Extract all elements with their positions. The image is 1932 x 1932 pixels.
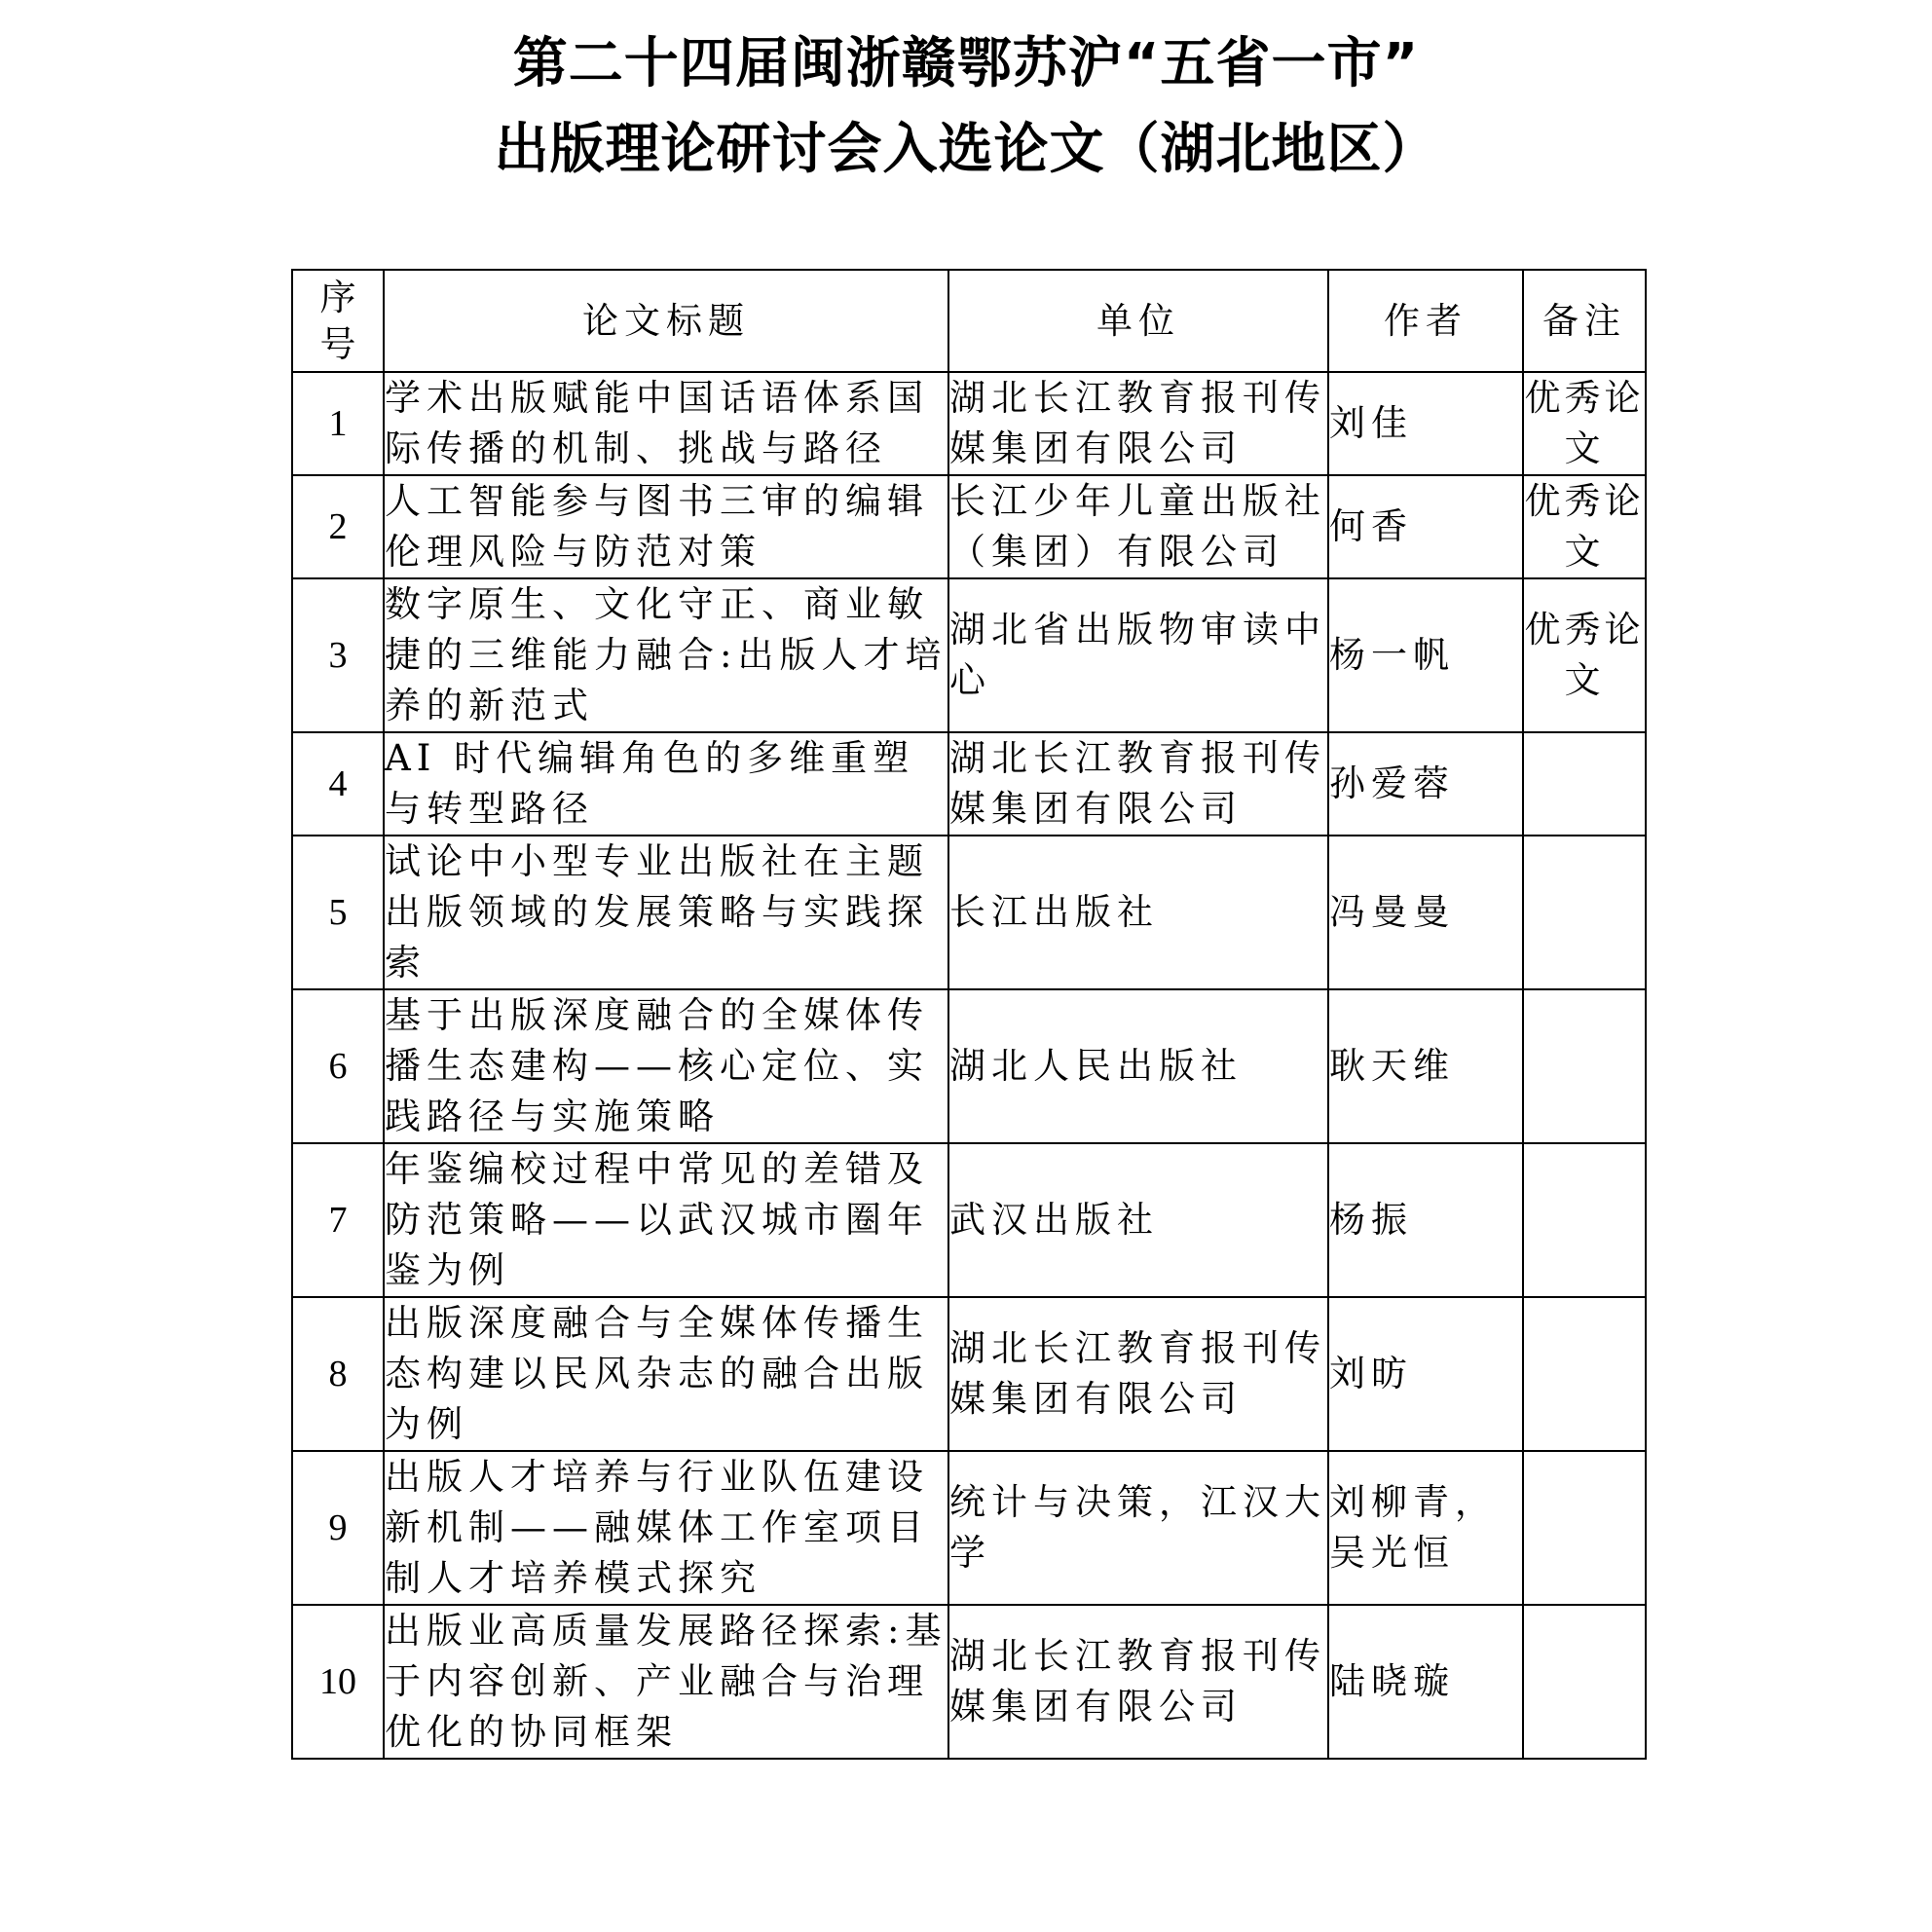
cell-unit: 湖北长江教育报刊传媒集团有限公司 [948,1605,1328,1759]
cell-author: 杨一帆 [1328,578,1523,732]
cell-author: 陆晓璇 [1328,1605,1523,1759]
cell-title: 基于出版深度融合的全媒体传播生态建构——核心定位、实践路径与实施策略 [384,989,948,1143]
title-line-1: 第二十四届闽浙赣鄂苏沪“五省一市” [512,32,1420,95]
table-row [292,836,1646,989]
table-row [292,372,1646,475]
cell-title: 出版业高质量发展路径探索:基于内容创新、产业融合与治理优化的协同框架 [384,1605,948,1759]
cell-unit: 湖北省出版物审读中心 [948,578,1328,732]
cell-unit: 湖北人民出版社 [948,989,1328,1143]
table-row [292,475,1646,578]
cell-unit: 武汉出版社 [948,1143,1328,1297]
header-unit: 单位 [948,270,1328,372]
cell-title: 数字原生、文化守正、商业敏捷的三维能力融合:出版人才培养的新范式 [384,578,948,732]
cell-seq: 1 [292,372,384,475]
cell-title: AI 时代编辑角色的多维重塑与转型路径 [384,732,948,836]
cell-unit: 湖北长江教育报刊传媒集团有限公司 [948,1297,1328,1451]
cell-note [1523,989,1646,1143]
cell-note: 优秀论文 [1523,578,1646,732]
cell-author: 何香 [1328,475,1523,578]
cell-seq: 5 [292,836,384,989]
cell-author: 刘昉 [1328,1297,1523,1451]
cell-note: 优秀论文 [1523,372,1646,475]
cell-note [1523,836,1646,989]
cell-seq: 9 [292,1451,384,1605]
document-title [0,21,1932,193]
cell-author: 杨振 [1328,1143,1523,1297]
cell-unit: 湖北长江教育报刊传媒集团有限公司 [948,372,1328,475]
cell-seq: 3 [292,578,384,732]
table-row [292,1605,1646,1759]
cell-title: 出版深度融合与全媒体传播生态构建以民风杂志的融合出版为例 [384,1297,948,1451]
cell-seq: 2 [292,475,384,578]
cell-author: 刘佳 [1328,372,1523,475]
table-row [292,989,1646,1143]
header-author: 作者 [1328,270,1523,372]
cell-seq: 6 [292,989,384,1143]
cell-author: 孙爱蓉 [1328,732,1523,836]
cell-author: 冯曼曼 [1328,836,1523,989]
table-row [292,578,1646,732]
title-line-2: 出版理论研讨会入选论文（湖北地区） [494,118,1438,181]
cell-title: 出版人才培养与行业队伍建设新机制——融媒体工作室项目制人才培养模式探究 [384,1451,948,1605]
table-row [292,732,1646,836]
cell-note: 优秀论文 [1523,475,1646,578]
header-seq [292,270,384,372]
cell-author: 耿天维 [1328,989,1523,1143]
cell-unit: 湖北长江教育报刊传媒集团有限公司 [948,732,1328,836]
header-seq-line1: 序 [319,276,356,318]
cell-unit: 长江少年儿童出版社（集团）有限公司 [948,475,1328,578]
table-row [292,1451,1646,1605]
table-row [292,1297,1646,1451]
header-seq-line2: 号 [319,322,356,365]
cell-note [1523,732,1646,836]
cell-unit: 统计与决策，江汉大学 [948,1451,1328,1605]
cell-title: 年鉴编校过程中常见的差错及防范策略——以武汉城市圈年鉴为例 [384,1143,948,1297]
cell-seq: 4 [292,732,384,836]
cell-seq: 7 [292,1143,384,1297]
cell-author: 刘柳青，吴光恒 [1328,1451,1523,1605]
cell-seq: 10 [292,1605,384,1759]
table-header-row [292,270,1646,372]
cell-title: 试论中小型专业出版社在主题出版领域的发展策略与实践探索 [384,836,948,989]
cell-note [1523,1451,1646,1605]
cell-title: 人工智能参与图书三审的编辑伦理风险与防范对策 [384,475,948,578]
cell-note [1523,1605,1646,1759]
cell-title: 学术出版赋能中国话语体系国际传播的机制、挑战与路径 [384,372,948,475]
cell-seq: 8 [292,1297,384,1451]
header-note: 备注 [1523,270,1646,372]
cell-note [1523,1143,1646,1297]
table-row [292,1143,1646,1297]
papers-table [291,269,1647,1760]
cell-note [1523,1297,1646,1451]
header-title: 论文标题 [384,270,948,372]
cell-unit: 长江出版社 [948,836,1328,989]
